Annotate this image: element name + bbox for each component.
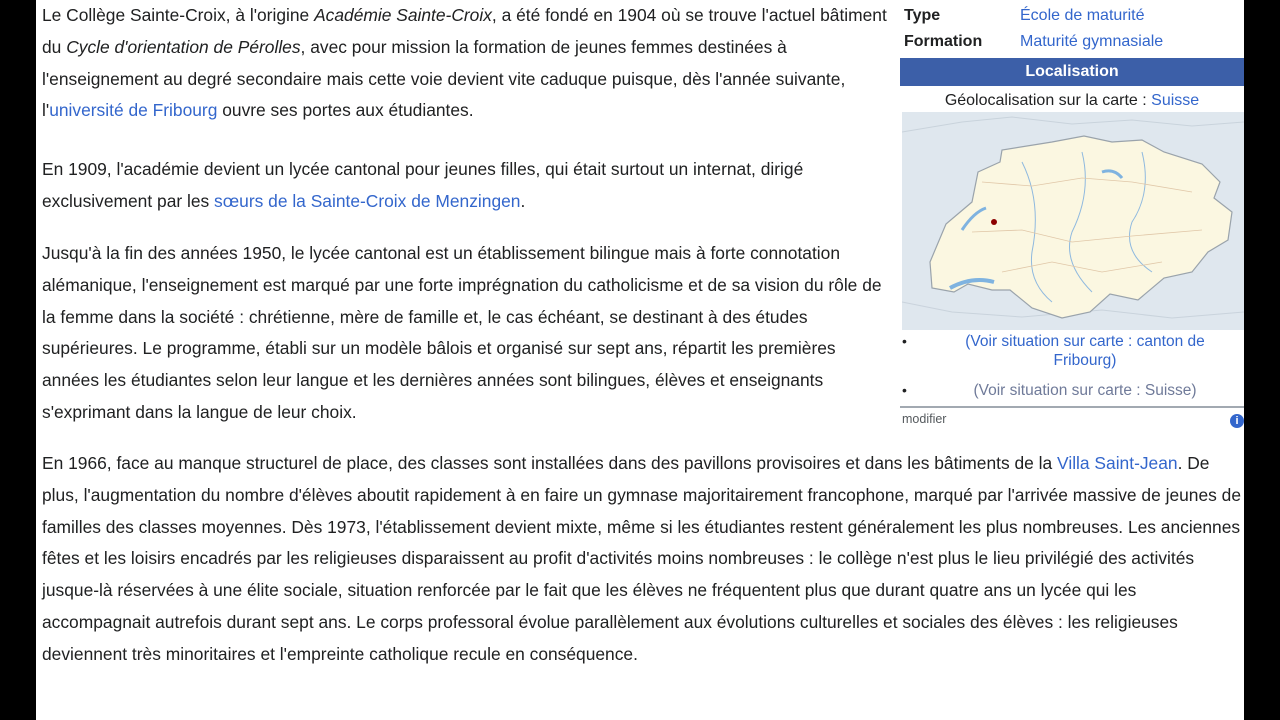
info-icon[interactable]: i (1230, 414, 1244, 428)
infobox (900, 0, 1244, 440)
article-paragraph-3 (42, 238, 894, 429)
infobox-header-localisation: Localisation (900, 58, 1244, 86)
infobox-label: Formation (904, 33, 983, 50)
bullet-marker: • (902, 382, 907, 398)
text-run: ouvre ses portes aux étudiantes. (217, 100, 474, 121)
link-universite-de-fribourg[interactable]: université de Fribourg (49, 100, 218, 121)
text-run: . De plus, l'augmentation du nombre d'élèves aboutit rapidement à en faire un gymnase majoritairement francophone, marqué par l'arrivée massive de jeunes de familles des classes moyennes. Dès 1973, l'établissement devient mixte, même si les étudiantes restent généralement les plus nombreuses. Les anciennes fêtes et les loisirs encadrés par les religieuses disparaissent au profit d'activités moins nombreuses : le collège n'est plus le lieu privilégié des activités jusque-là réservées à une élite sociale, situation renforcée par le fait que les élèves ne fréquentent plus que durant quatre ans un lycée qui les accompagnait autrefois durant sept ans. Le corps professoral évolue parallèlement aux évolutions culturelles et sociales des élèves : les religieuses deviennent très minoritaires et l'empreinte catholique recule en conséquence. (42, 453, 1242, 664)
infobox-row-type (902, 3, 1242, 29)
map-option-fribourg-label[interactable]: (Voir situation sur carte : canton de Fribourg) (965, 333, 1205, 369)
text-run: Jusqu'à la fin des années 1950, le lycée cantonal est un établissement bilingue mais à forte connotation alémanique, l'enseignement est marqué par une forte imprégnation du catholicisme et de sa vision du rôle de la femme dans la société : chrétienne, mère de famille et, le cas échéant, se destinant à des études supérieures. Le programme, établi sur un modèle bâlois et organisé sur sept ans, répartit les premières années les étudiantes selon leur langue et les dernières années sont bilingues, élèves et enseignants s'exprimant dans la langue de leur choix. (42, 243, 882, 422)
link-villa-saint-jean[interactable]: Villa Saint-Jean (1057, 453, 1178, 473)
text-run: . (520, 190, 526, 211)
geolocation-caption (900, 92, 1244, 110)
infobox-link-type[interactable]: École de maturité (1020, 7, 1145, 24)
switzerland-map[interactable] (902, 112, 1244, 330)
map-option-suisse-label[interactable]: (Voir situation sur carte : Suisse) (973, 382, 1197, 399)
link-soeurs-sainte-croix[interactable]: sœurs de la Sainte-Croix de Menzingen (214, 190, 521, 211)
map-option-suisse[interactable] (900, 381, 1244, 403)
article-paragraph-4 (42, 448, 1242, 671)
infobox-link-formation[interactable]: Maturité gymnasiale (1020, 33, 1164, 50)
italic-text: Cycle d'orientation de Pérolles (66, 36, 301, 57)
text-run: Le Collège Sainte-Croix, à l'origine (42, 5, 315, 25)
infobox-row-formation (902, 29, 1242, 55)
article-paragraph-1 (42, 0, 894, 127)
article-page (36, 0, 1244, 720)
bullet-marker: • (902, 333, 907, 349)
geolocation-text: Géolocalisation sur la carte : (944, 92, 1152, 109)
text-run: En 1966, face au manque structurel de place, des classes sont installées dans des pavillons provisoires et dans les bâtiments de la (42, 453, 1058, 473)
article-paragraph-2 (42, 154, 894, 218)
text-run: En 1909, l'académie devient un lycée cantonal pour jeunes filles, qui était surtout un internat, dirigé exclusivement par les (42, 159, 804, 211)
modifier-link[interactable]: modifier (902, 412, 947, 426)
link-carte-suisse[interactable]: Suisse (1151, 92, 1200, 109)
map-graphic (902, 112, 1244, 330)
infobox-divider (900, 406, 1244, 408)
location-marker (991, 219, 997, 225)
text-run: , avec pour mission la formation de jeunes femmes destinées à l'enseignement au degré secondaire mais cette voie devient vite caduque puisque, dès l'année suivante, l' (42, 36, 846, 121)
map-option-fribourg[interactable] (900, 332, 1244, 372)
text-run: , a été fondé en 1904 où se trouve l'actuel bâtiment du (42, 5, 887, 57)
infobox-label: Type (904, 7, 941, 24)
italic-text: Académie Sainte-Croix (314, 5, 492, 25)
